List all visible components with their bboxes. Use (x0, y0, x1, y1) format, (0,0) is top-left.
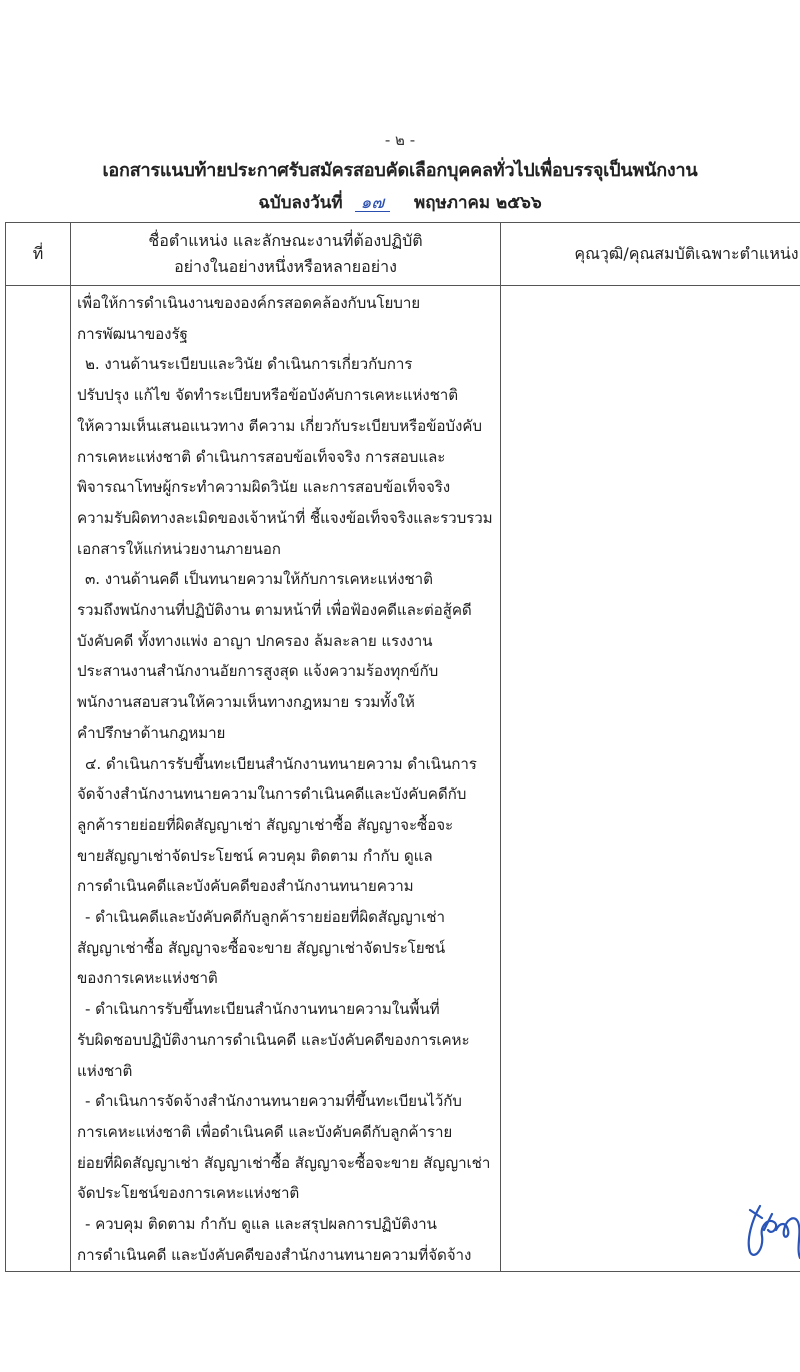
text-line: - ดำเนินคดีและบังคับคดีกับลูกค้ารายย่อยที่ผิดสัญญาเช่า (85, 908, 445, 927)
date-month-year: พฤษภาคม ๒๕๖๖ (414, 193, 542, 213)
text-line: ขายสัญญาเช่าจัดประโยชน์ ควบคุม ติดตาม กำกับ ดูแล (77, 846, 433, 865)
handwritten-day: ๑๗ (355, 195, 391, 212)
text-line: ของการเคหะแห่งชาติ (77, 969, 218, 988)
text-line: การดำเนินคดี และบังคับคดีของสำนักงานทนายความที่จัดจ้าง (77, 1245, 472, 1264)
table-header-row (6, 223, 800, 286)
text-line: ประสานงานสำนักงานอัยการสูงสุด แจ้งความร้องทุกข์กับ (77, 662, 439, 681)
text-line: การเคหะแห่งชาติ ดำเนินการสอบข้อเท็จจริง การสอบและ (77, 447, 446, 466)
text-line: เพื่อให้การดำเนินงานขององค์กรสอดคล้องกับนโยบาย (77, 294, 421, 312)
column-header-position-duties (71, 223, 501, 286)
date-prefix: ฉบับลงวันที่ (258, 193, 343, 213)
table-row (6, 286, 800, 1272)
text-line: ลูกค้ารายย่อยที่ผิดสัญญาเช่า สัญญาเช่าซื้อ สัญญาจะซื้อจะ (77, 815, 454, 834)
text-line: จัดประโยชน์ของการเคหะแห่งชาติ (77, 1184, 300, 1203)
text-line: - ดำเนินการจัดจ้างสำนักงานทนายความที่ขึ้นทะเบียนไว้กับ (85, 1092, 462, 1111)
text-line: ๔. ดำเนินการรับขึ้นทะเบียนสำนักงานทนายความ ดำเนินการ (85, 754, 477, 773)
page-number: - ๒ - (384, 131, 416, 149)
duties-cell (71, 286, 501, 1272)
text-line: รับผิดชอบปฏิบัติงานการดำเนินคดี และบังคับคดีของการเคหะ (77, 1030, 470, 1049)
text-line: พิจารณาโทษผู้กระทำความผิดวินัย และการสอบข้อเท็จจริง (77, 478, 451, 497)
text-line: ความรับผิดทางละเมิดของเจ้าหน้าที่ ชี้แจงข้อเท็จจริงและรวบรวม (77, 508, 493, 527)
text-line: คำปรึกษาด้านกฎหมาย (77, 723, 226, 742)
positions-table (5, 222, 800, 1272)
text-line: ๓. งานด้านคดี เป็นทนายความให้กับการเคหะแห่งชาติ (85, 570, 433, 589)
column-header-qualifications: คุณวุฒิ/คุณสมบัติเฉพาะตำแหน่ง (501, 223, 800, 286)
text-line: - ควบคุม ติดตาม กำกับ ดูแล และสรุปผลการปฏิบัติงาน (85, 1215, 437, 1234)
text-line: ปรับปรุง แก้ไข จัดทำระเบียบหรือข้อบังคับการเคหะแห่งชาติ (77, 386, 458, 405)
text-line: การดำเนินคดีและบังคับคดีของสำนักงานทนายความ (77, 877, 414, 896)
row-number-cell (6, 286, 71, 1272)
text-line: - ดำเนินการรับขึ้นทะเบียนสำนักงานทนายความในพื้นที่ (85, 1000, 440, 1019)
text-line: จัดจ้างสำนักงานทนายความในการดำเนินคดีและบังคับคดีกับ (77, 785, 467, 804)
document-title: เอกสารแนบท้ายประกาศรับสมัครสอบคัดเลือกบุคคลทั่วไปเพื่อบรรจุเป็นพนักงาน (102, 160, 698, 181)
qualifications-cell (501, 286, 800, 1272)
column-header-line: อย่างในอย่างหนึ่งหรือหลายอย่าง (174, 257, 397, 276)
text-line: สัญญาเช่าซื้อ สัญญาจะซื้อจะขาย สัญญาเช่าจัดประโยชน์ (77, 938, 445, 957)
text-line: รวมถึงพนักงานที่ปฏิบัติงาน ตามหน้าที่ เพื่อฟ้องคดีและต่อสู้คดี (77, 601, 472, 620)
column-header-line: ชื่อตำแหน่ง และลักษณะงานที่ต้องปฏิบัติ (148, 231, 423, 250)
text-line: ย่อยที่ผิดสัญญาเช่า สัญญาเช่าซื้อ สัญญาจะซื้อจะขาย สัญญาเช่า (77, 1153, 491, 1172)
text-line: แห่งชาติ (77, 1061, 133, 1080)
document-date (0, 189, 800, 216)
text-line: การเคหะแห่งชาติ เพื่อดำเนินคดี และบังคับคดีกับลูกค้าราย (77, 1122, 453, 1141)
text-line: บังคับคดี ทั้งทางแพ่ง อาญา ปกครอง ล้มละลาย แรงงาน (77, 631, 433, 650)
text-line: ๒. งานด้านระเบียบและวินัย ดำเนินการเกี่ยวกับการ (85, 355, 413, 374)
text-line: พนักงานสอบสวนให้ความเห็นทางกฎหมาย รวมทั้งให้ (77, 693, 415, 712)
signature-initials-icon (742, 1200, 800, 1262)
text-line: เอกสารให้แก่หน่วยงานภายนอก (77, 539, 281, 558)
text-line: ให้ความเห็นเสนอแนวทาง ตีความ เกี่ยวกับระเบียบหรือข้อบังคับ (77, 416, 482, 435)
column-header-number: ที่ (6, 223, 71, 286)
text-line: การพัฒนาของรัฐ (77, 324, 188, 343)
